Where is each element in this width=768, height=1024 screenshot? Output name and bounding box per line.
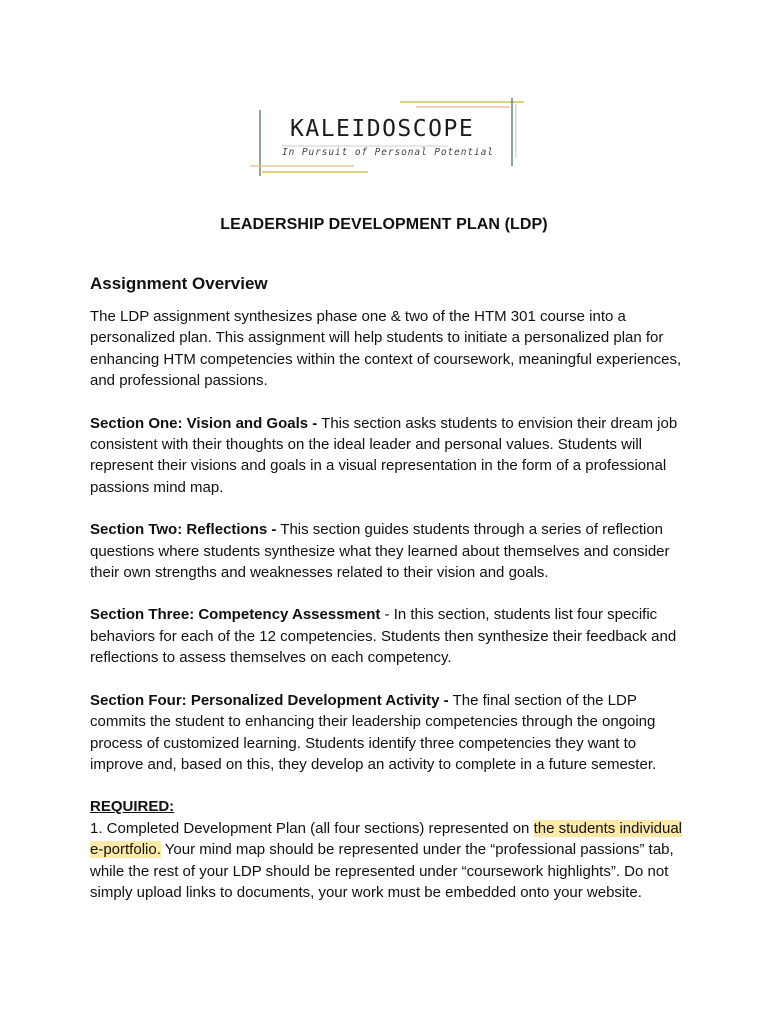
- required-item-1-highlight: the students individual e-portfolio.: [90, 819, 683, 859]
- section-one-text: This section asks students to envision their dream job consistent with their thoughts on the ideal leader and personal values. Students will represent their visions and goals in a visual representation in the form of a professional passions mind map.: [90, 414, 678, 496]
- document-body: [90, 272, 682, 924]
- required-item-1-end: Your mind map should be represented under the “professional passions” tab, while the rest of your LDP should be represented under “coursework highlights”. Do not simply upload links to documents, your work must be embedded onto your website.: [90, 841, 674, 901]
- required-block: [90, 796, 682, 903]
- section-two-paragraph: [90, 519, 682, 583]
- required-item-1-start: 1. Completed Development Plan (all four sections) represented on: [90, 819, 534, 837]
- logo-tagline: In Pursuit of Personal Potential: [282, 147, 494, 158]
- kaleidoscope-logo: [248, 96, 528, 180]
- section-two-text: This section guides students through a series of reflection questions where students synthesize what they learned about themselves and consider their own strengths and weaknesses related to their vision and goals.: [90, 521, 670, 582]
- section-one-label: Section One: Vision and Goals -: [90, 414, 318, 432]
- document-title: LEADERSHIP DEVELOPMENT PLAN (LDP): [220, 216, 548, 233]
- section-three-paragraph: [90, 604, 682, 668]
- section-three-text: - In this section, students list four specific behaviors for each of the 12 competencies. Students then synthesize their feedback and reflections to assess themselves on each competency.: [90, 606, 677, 667]
- section-one-paragraph: [90, 413, 682, 499]
- overview-heading: Assignment Overview: [90, 274, 268, 293]
- section-four-text: The final section of the LDP commits the student to enhancing their leadership competencies through the ongoing process of customized learning. Students identify three competencies they want to improve and, based on this, they develop an activity to complete in a future semester.: [90, 691, 657, 773]
- section-two-label: Section Two: Reflections -: [90, 521, 277, 539]
- required-label: REQUIRED:: [90, 798, 175, 816]
- section-four-paragraph: [90, 690, 682, 776]
- intro-paragraph: The LDP assignment synthesizes phase one & two of the HTM 301 course into a personalized plan. This assignment will help students to initiate a personalized plan for enhancing HTM competencies within the context of coursework, meaningful experiences, and professional passions.: [90, 308, 682, 390]
- section-four-label: Section Four: Personalized Development Activity -: [90, 691, 449, 709]
- section-three-label: Section Three: Competency Assessment: [90, 606, 381, 624]
- logo-title: KALEIDOSCOPE: [290, 116, 475, 142]
